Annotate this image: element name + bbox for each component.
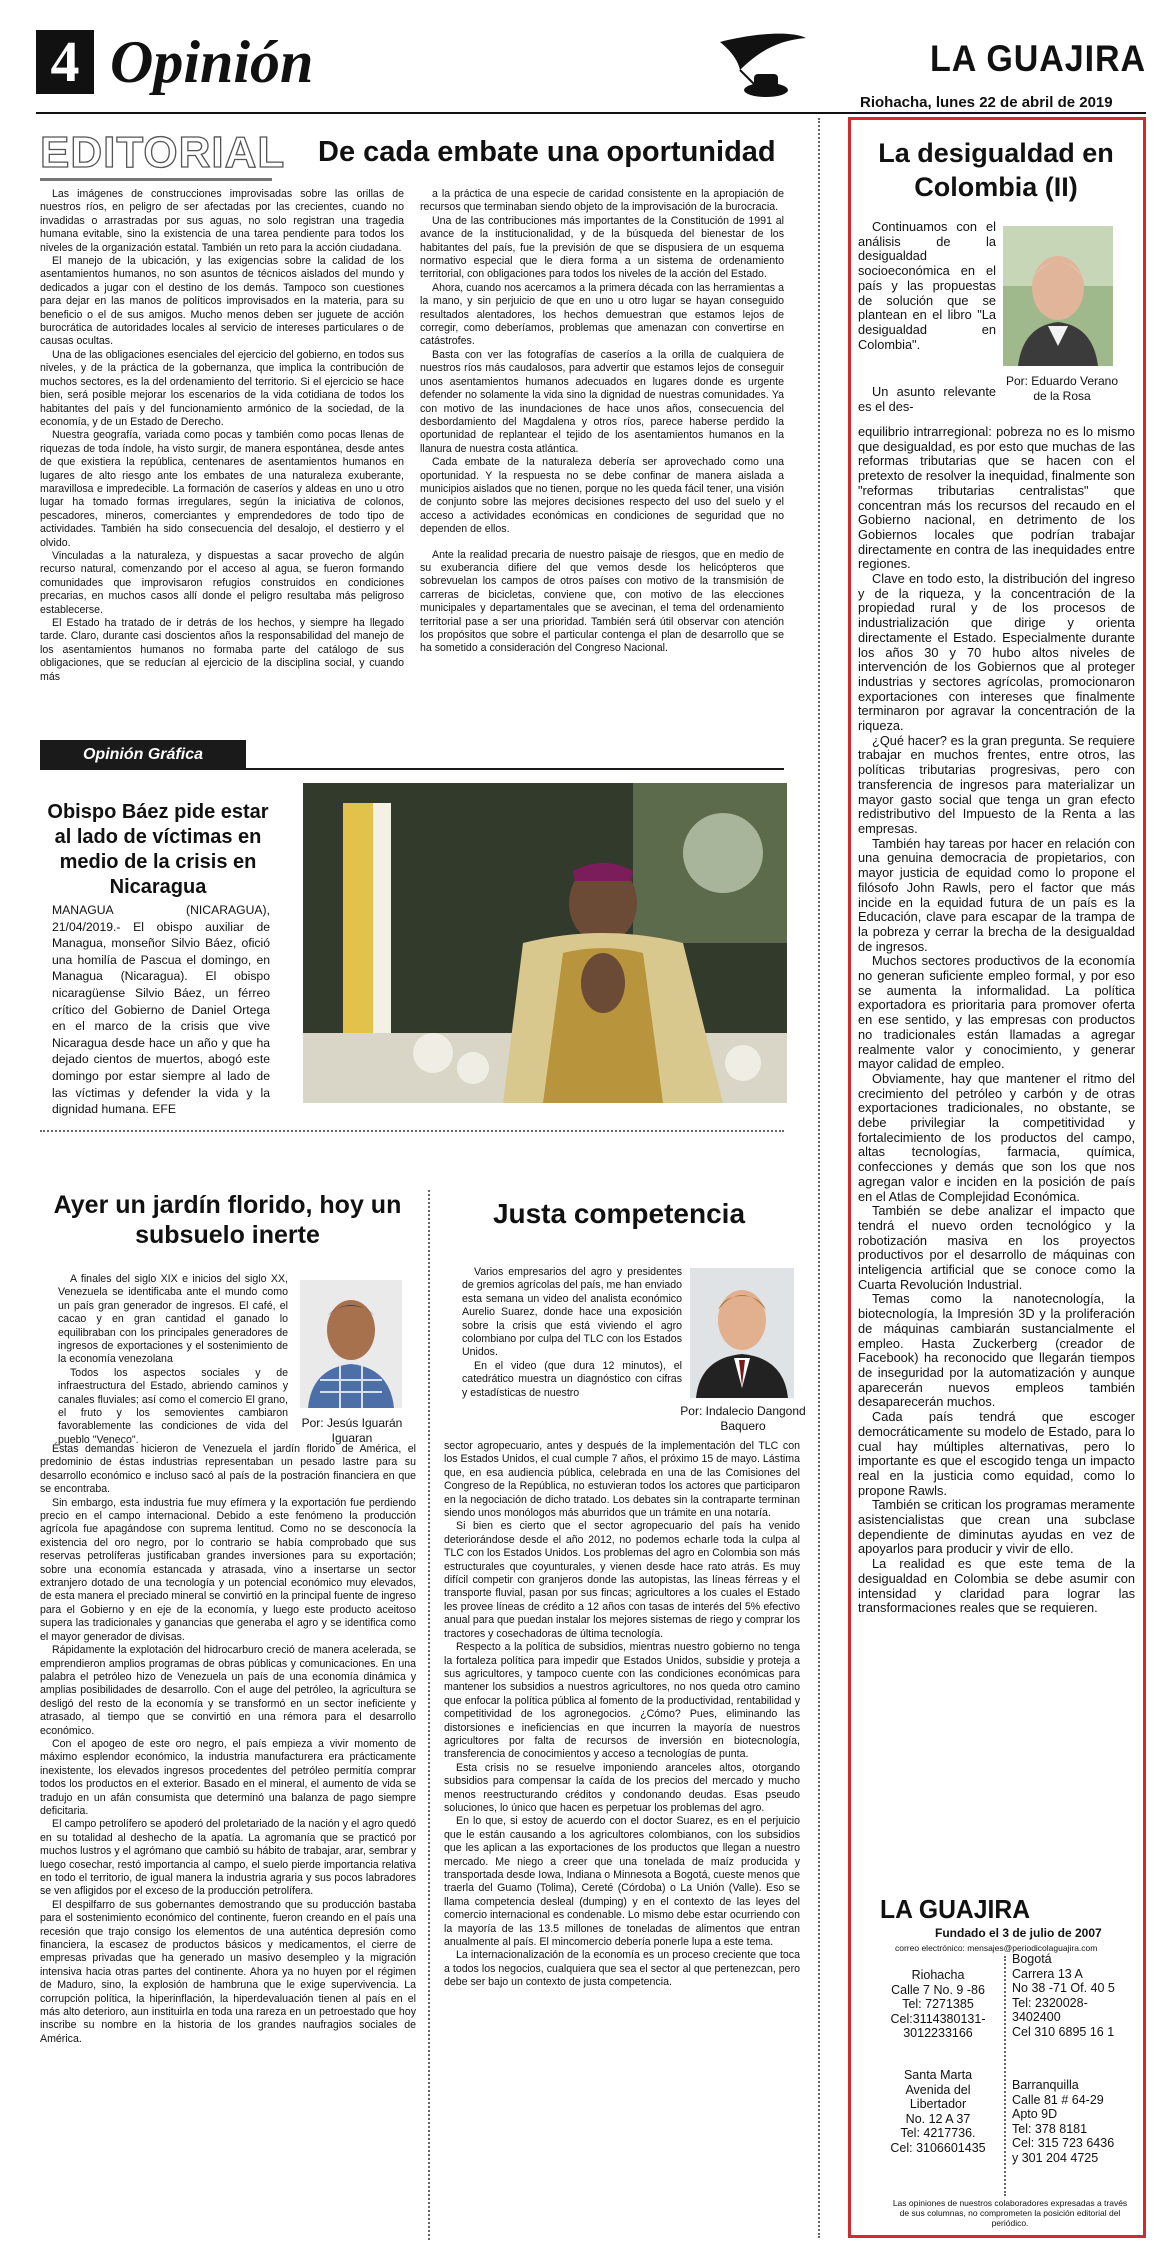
paragraph: El manejo de la ubicación, y las exigencias sobre la calidad de los asentamientos humanos, no son asuntos de técnicos aislados del mundo y dedicados a jugar con el destino de los demás. Tampoco son cuestiones para dejar en las manos de políticos improvisados en la materia, para su beneficio o el de sus amigos. Mucho menos deben ser juguete de acción burocrática de autoridades locales al servicio de intereses particulares o de causas ocultas. xyxy=(40,255,404,348)
paragraph: Sin embargo, esta industria fue muy efímera y la exportación fue perdiendo precio en el campo internacional. Debido a este fenómeno la producción agrícola fue apagándose con suprema lentitud. Como no se desconocía la existencia del oro negro, por lo contrario se había comprobado que sus reservas petrolíferas justificaban grandes inversiones para su exportación; sobre una economía estancada y atrasada, vino a insertarse un sector extranjero dotado de una tecnología y un potencial económico muy elevados, de esta manera el preciado mineral se convirtió en la principal fuente de ingreso para el Gobierno y en eje de la economía, y luego este producto aceitoso supera las tradicionales y ganancias que generaba el agro y se identifica como el mayor generador de divisas. xyxy=(40,1496,416,1643)
office-line: No. 12 A 37 xyxy=(905,2111,971,2126)
office-line: Tel: 2320028- xyxy=(1012,1995,1088,2010)
author-photo xyxy=(1003,226,1113,366)
paragraph: En el video (que dura 12 minutos), el catedrático muestra un diagnóstico con cifras y estadísticas de nuestro xyxy=(462,1359,682,1399)
office-line: Libertador xyxy=(909,2097,967,2111)
editorial-column-1 xyxy=(40,188,404,684)
office-santa-marta xyxy=(880,2068,996,2155)
paragraph: Temas como la nanotecnología, la biotecnología, la Impresión 3D y la proliferación de máquinas cambiarán sustancialmente el empleo. Hasta Zuckerberg (creador de Facebook) ha reconocido que llegarán tiempos de inseguridad por la automatización y aunque aparecerán nuevos empleos también desaparecerán muchos. xyxy=(858,1291,1135,1410)
office-line: Cel:3114380131- xyxy=(890,2011,986,2026)
office-line: y 301 204 4725 xyxy=(1012,2150,1099,2165)
opinion-grafica-rule xyxy=(40,768,784,770)
paragraph: Éstas demandas hicieron de Venezuela el jardín florido de América, el predominio de éstas industrias representaban un pesado lastre para su desarrollo económico e incluso sacó al país de la postración financiera en que se encontraba. xyxy=(40,1443,416,1496)
article-title: Ayer un jardín florido, hoy un subsuelo inerte xyxy=(53,1191,402,1249)
paragraph: Una de las contribuciones más importantes de la Constitución de 1991 al avance de la institucionalidad, y de la búsqueda del bienestar de los habitantes del país, fue la previsión de que se dispusiera de un esquema normativo especial que le diera forma a un sistema de ordenamiento territorial, con obligaciones para todos los niveles de la acción del Estado. xyxy=(420,214,784,281)
paragraph: Rápidamente la explotación del hidrocarburo creció de manera acelerada, se emprendieron amplios programas de obras públicas y comunicaciones. En una palabra el petróleo hizo de Venezuela un país de una economía dinámica y amplias posibilidades de desarrollo. Con el auge del petróleo, la agricultura se desligó del resto de la economía y se transformó en un sector ineficiente y atrasado, al tiempo que se convirtió en una rémora para el desarrollo económico. xyxy=(40,1644,416,1737)
article-body xyxy=(444,1440,800,1990)
editorial-title: De cada embate una oportunidad xyxy=(318,136,776,168)
office-barranquilla xyxy=(1012,2078,1132,2165)
author-caption: Por: Jesús Iguarán Iguaran xyxy=(301,1416,403,1445)
opinion-grafica-text: MANAGUA (NICARAGUA), 21/04/2019.- El obispo auxiliar de Managua, monseñor Silvio Báez, ofició una homilía de Pascua el domingo, en Managua (Nicaragua). El obispo nicaragüense Silvio Báez, un férreo crítico del Gobierno de Daniel Ortega en el marco de la crisis que vive Nicaragua desde hace un año y que ha dejado cientos de muertos, abogó este domingo por estar siempre al lado de las víctimas y defender la vida y la dignidad humana. EFE xyxy=(52,903,270,1117)
paragraph: Las imágenes de construcciones improvisadas sobre las orillas de nuestros ríos, en peligro de ser afectadas por las crecientes, cuando no invadidas o arrastradas por sus aguas, no solo registran una tragedia humana evitable, sino la existencia de una tarea pendiente para todos los niveles de la organización estatal. También un reto para la acción ciudadana. xyxy=(40,188,404,254)
paragraph: Varios empresarios del agro y presidentes de gremios agrícolas del país, me han enviado esta semana un video del analista económico Aurelio Suarez, donde hace una exposición sobre la crisis que está viviendo el agro colombiano por culpa del TLC con los Estados Unidos. xyxy=(462,1266,682,1359)
paragraph: a la práctica de una especie de caridad consistente en la apropiación de recursos que terminaban siendo objeto de la improvisación de la burocracia. xyxy=(420,188,784,214)
paragraph: sector agropecuario, antes y después de la implementación del TLC con los Estados Unidos, el cual cumple 7 años, el próximo 15 de mayo. Lástima que, en esa audiencia pública, celebrada en una de las Comisiones del Congreso de la República, no estuvieran todos los actores que participaron en la negociación de dicho tratado. Los debates sin la contraparte terminan siendo unos monólogos más aburridos que un trámite en una notaría. xyxy=(444,1440,800,1520)
article-body xyxy=(40,1443,416,2046)
editorial-column-2 xyxy=(420,188,784,656)
paragraph: El campo petrolífero se apoderó del proletariado de la nación y el agro quedó en su totalidad al deshecho de la apatía. La agromanía que se practicó por muchos lustros y el agrómano que cambió su hábito de trabajar, arar, sembrar y luego cosechar, restó importancia al campo, el suelo pierde importancia relativa en todo el territorio, de igual manera la industria agraria y sus pocos labradores se ven afligidos por el exceso de la producción petrolífera. xyxy=(40,1818,416,1898)
column-intro xyxy=(858,220,996,352)
paragraph: Esta crisis no se resuelve imponiendo aranceles altos, otorgando subsidios para compensar la caída de los precios del mercado y mucho menos reestructurando créditos y condonando deudas. Esas pseudo soluciones, lo único que hacen es perpetuar los problemas del agro. xyxy=(444,1761,800,1814)
office-city: Barranquilla xyxy=(1012,2078,1079,2092)
masthead-logo: LA GUAJIRA xyxy=(930,38,1146,79)
bishop-photo xyxy=(303,783,787,1103)
paragraph: equilibrio intrarregional: pobreza no es lo mismo que desigualdad, es por esto que muchas de las reformas tributarias que se hacen con el pretexto de resolver la inequidad, finalmente son "reformas tributarias centralistas" que concentran más los recursos del recaudo en el Gobierno nacional, en detrimento de los Gobiernos locales que podrían trabajar directamente en contra de las inequidades entre regiones. xyxy=(858,424,1135,572)
office-line: Apto 9D xyxy=(1012,2107,1058,2121)
office-line: No 38 -71 Of. 40 5 xyxy=(1012,1981,1115,1995)
paragraph: Ante la realidad precaria de nuestro paisaje de riesgos, que en medio de su exuberancia difiere del que vemos desde los helicópteros que sobrevuelan los campos de otros países con motivo de la transmisión de carreras de bicicletas, conviene que, con motivo de las elecciones municipales y departamentales que se avecinan, el tema del ordenamiento territorial pase a ser una prioridad. También será útil observar con atención los propósitos que sobre el particular contenga el plan de desarrollo que se ha sometido a consideración del Congreso Nacional. xyxy=(420,548,784,655)
office-city: Riohacha xyxy=(911,1968,965,1982)
paragraph: La realidad es que este tema de la desigualdad en Colombia se debe asumir con intensidad y claridad para lograr las transformaciones reales que se requieren. xyxy=(858,1556,1135,1616)
paragraph: Ahora, cuando nos acercamos a la primera década con las herramientas a la mano, y sin perjuicio de que en uno u otro lugar se hayan conseguido resultados alentadores, los hechos demuestran que estamos lejos de corregir, como deberíamos, problemas que amenazan con convertirse en catástrofes. xyxy=(420,281,784,348)
paragraph: Si bien es cierto que el sector agropecuario del país ha venido deteriorándose desde el año 2012, no podemos echarle toda la culpa al TLC con los Estados Unidos. Los problemas del agro en Colombia son más estructurales que coyunturales, y vienen desde hace rato atrás. Es muy difícil competir con granjeros donde las autopistas, las líneas férreas y el transporte fluvial, pasan por sus fincas; agricultores a los cuales el Estado les provee líneas de crédito a 12 años con tasas de interés del 5% efectivo anual para que puedan instalar los mejores sistemas de riego y comprar los tractores y cosechadoras de última tecnología. xyxy=(444,1520,800,1640)
office-line: Tel: 4217736. xyxy=(900,2126,976,2140)
office-city: Santa Marta xyxy=(903,2068,973,2082)
article-intro xyxy=(462,1266,682,1400)
paragraph: Con el apogeo de este oro negro, el país empieza a vivir momento de máximo esplendor económico, la industria manufacturera era prácticamente inexistente, los elevados ingresos procedentes del petróleo permitía comprar todos los productos en el exterior. Basado en el mineral, el aumento de vida se tradujo en un afán consumista que determinó una balanza de pago siempre deficitaria. xyxy=(40,1737,416,1817)
paragraph: Respecto a la política de subsidios, mientras nuestro gobierno no tenga la fortaleza política para impedir que Estados Unidos, subsidie y proteja a sus agricultores, y tampoco cuente con las condiciones económicas para mantener los subsidios a nuestros agricultores, no nos queda otro camino que enfocar la política pública al fomento de la productividad, rentabilidad y competitividad de los agronegocios. ¿Cómo? Pues, eliminando las distorsiones e ineficiencias en que incurren la mayoría de nuestros agricultores por falta de recursos de inversión en biotecnología, transferencia de conocimientos y acceso a tecnologías de punta. xyxy=(444,1641,800,1761)
paragraph: A finales del siglo XIX e inicios del siglo XX, Venezuela se identificaba ante el mundo como un país gran generador de ingresos. El café, el cacao y en gran cantidad el ganado lo equilibraban con los principales generadores de ingresos de exportaciones y el sostenimiento de la economía venezolana xyxy=(58,1273,288,1366)
office-riohacha xyxy=(880,1968,996,2041)
paragraph: Nuestra geografía, variada como pocas y también como pocas llenas de riquezas de toda índole, ha visto surgir, de manera espontánea, desde antes de que existiera la república, centenares de asentamientos humanos en lugares de alto riesgo ante los embates de una naturaleza exuberante, maravillosa e impredecible. La formación de caseríos y aldeas en uno u otro lugar ha tomado formas irregulares, según la iniciativa de colonos, pescadores, mineros, comerciantes y emprendedores de todo tipo de actividades. También ha sido consecuencia del desalojo, el destierro y el olvido. xyxy=(40,429,404,549)
paragraph: También se debe analizar el impacto que tendrá el nuevo orden tecnológico y la robotización masiva en los proyectos productivos por el desarrollo de máquinas con inteligencia artificial que se conoce como la Cuarta Revolución Industrial. xyxy=(858,1203,1135,1292)
column-intro-continued xyxy=(858,385,996,414)
founded-date: Fundado el 3 de julio de 2007 xyxy=(935,1926,1102,1940)
article-title: Justa competencia xyxy=(492,1198,746,1229)
paragraph: Vinculadas a la naturaleza, y dispuestas a sacar provecho de algún recurso natural, comenzando por el acceso al agua, se fueron formando comunidades que improvisaron refugios construidos en condiciones precarias, en muchos casos allí donde el peligro resultaba más peligroso establecerse. xyxy=(40,549,404,616)
office-bogota xyxy=(1012,1952,1132,2039)
office-line: Calle 7 No. 9 -86 xyxy=(891,1982,985,1997)
paragraph: La internacionalización de la economía es un proceso creciente que toca a todos los negocios, cualquiera que sea el sector al que pertenezcan, pero debe ser bajo un contexto de justa competencia. xyxy=(444,1949,800,1989)
paragraph: En lo que, si estoy de acuerdo con el doctor Suarez, es en el perjuicio que le están causando a los agricultores colombianos, con los subsidios que les aplican a las exportaciones de los productos que llegan a nuestro mercado. Me niego a creer que una tonelada de maíz producida y transportada desde Iowa, Indiana o Minnesota a Bogotá, cueste menos que traerla del Guamo (Tolima), Cereté (Córdoba) o La Unión (Valle). Eso se llama competencia desleal (dumping) y en el contexto de las leyes del comercio internacional es condenable. Lo mismo debe estar ocurriendo con la mayoría de las 13.5 millones de toneladas de alimentos que entran anualmente al país. El mincomercio debería ponerle lupa a este tema. xyxy=(444,1815,800,1949)
opinion-grafica-label: Opinión Gráfica xyxy=(40,740,246,770)
paragraph: Continuamos con el análisis de la desigualdad socioeconómica en el país y las propuestas de solución que se plantean en el libro "La desigualdad en Colombia". xyxy=(858,219,996,352)
paragraph: Basta con ver las fotografías de caseríos a la orilla de cualquiera de nuestros ríos más caudalosos, para advertir que estamos lejos de conseguir unos asentamientos humanos adecuados en lugares donde es urgente defender no solamente la vida sino la dignidad de nuestras comunidades. Ya con motivo de las inundaciones de hace unos años, consecuencia del desbordamiento del Magdalena y otros ríos, parece haberse perdido la oportunidad de replantear el tejido de los asentamientos humanos en la llanura de nuestra costa atlántica. xyxy=(420,348,784,455)
office-line: 3402400 xyxy=(1012,2010,1061,2024)
paragraph: Muchos sectores productivos de la economía no generan suficiente empleo formal, y por eso se aumenta la informalidad. La política exportadora es prioritaria para promover oferta en ese sentido, y las empresas con productos no tradicionales están llamadas a agregar realmente valor y conocimiento, y generar mayor calidad de empleo. xyxy=(858,953,1135,1072)
office-line: Cel 310 6895 16 1 xyxy=(1012,2024,1115,2039)
editorial-label: EDITORIAL xyxy=(40,128,286,177)
office-line: 3012233166 xyxy=(903,2026,973,2040)
quill-inkwell-icon xyxy=(710,30,810,100)
section-title: Opinión xyxy=(110,29,314,95)
office-line: Cel: 3106601435 xyxy=(890,2140,986,2155)
paragraph: Todos los aspectos sociales y de infraestructura del Estado, abriendo caminos y canales fluviales; así como el comercio El grano, el fruto y los semovientes cambiaron favorablemente las condiciones de vida del pueblo "Veneco". xyxy=(58,1366,288,1446)
footer-disclaimer: Las opiniones de nuestros colaboradores expresadas a través de sus columnas, no comprometen la posición editorial del periódico. xyxy=(892,2198,1128,2228)
author-photo xyxy=(300,1280,402,1408)
footer-divider xyxy=(1004,1956,1006,2196)
column-title: La desigualdad en Colombia (II) xyxy=(878,138,1114,202)
paragraph: ¿Qué hacer? es la gran pregunta. Se requiere trabajar en muchos frentes, entre otros, las políticas tributarias progresivas, pero con transferencia de ingresos para materializar un mayor gasto social que tenga un gran efecto redistributivo del Impuesto de la Renta a las empresas. xyxy=(858,732,1135,836)
paragraph: Clave en todo esto, la distribución del ingreso y de la riqueza, y la concentración de la propiedad rural y de los procesos de industrialización que dirige y orienta directamente el Estado. Especialmente durante los años 30 y 70 hubo altos niveles de intervención de los Gobiernos que al proteger industrias y sectores agrícolas, promocionaron exportaciones con intereses que finalmente terminaron por agravar la concentración de la riqueza. xyxy=(858,571,1135,734)
paragraph: Un asunto relevante es el des- xyxy=(858,384,996,414)
paragraph: El despilfarro de sus gobernantes demostrando que su producción bastaba para el sostenimiento económico del continente, fueron creando en el país una recesión que trajo consigo los elementos de una auténtica depresión como financiera, la escasez de productos básicos y medicamentos, el cierre de empresas privadas que ha generado un masivo desempleo y la migración intensiva hacia otras partes del continente. Ahora ya no huyen por el régimen de Maduro, sino, la explosión de hambruna que le exige supervivencia. La corrupción política, la hiperinflación, la hiperdevaluación tienen al país en el más alto deterioro, aun instituirla en toda una rareza en un petroestado que hoy inscribe su nombre en la historia de los grandes naufragios sociales de América. xyxy=(40,1898,416,2045)
office-line: Calle 81 # 64-29 xyxy=(1012,2092,1104,2107)
office-line: Cel: 315 723 6436 xyxy=(1012,2136,1115,2150)
author-caption: Por: Indalecio Dangond Baquero xyxy=(680,1404,806,1433)
column-body xyxy=(858,425,1135,1616)
author-photo xyxy=(690,1268,794,1398)
article-intro xyxy=(58,1273,288,1447)
paragraph: Cada país tendrá que escoger democráticamente su modelo de Estado, para lo cual hay múltiples alternativas, pero lo importante es que el escogido tenga un impacto real en la justicia como equidad, como lo propone Rawls. xyxy=(858,1409,1135,1498)
opinion-grafica-headline: Obispo Báez pide estar al lado de víctimas en medio de la crisis en Nicaragua xyxy=(47,801,269,898)
page-number: 4 xyxy=(36,30,94,94)
section-divider xyxy=(40,1130,784,1132)
office-city: Bogotá xyxy=(1012,1952,1052,1966)
contact-email: correo electrónico: mensajes@periodicolaguajira.com xyxy=(895,1943,1098,1953)
paragraph: Una de las obligaciones esenciales del ejercicio del gobierno, en todos sus niveles, y de la práctica de la gobernanza, que implica la contribución de muchos sectores, es la del ordenamiento del territorio. Si el ejercicio se hace bien, será posible mejorar los escenarios de la vida cotidiana de todos los habitantes del país y del funcionamiento armónico de la sociedad, de la economía, y de un Estado de Derecho. xyxy=(40,348,404,428)
paragraph: También se critican los programas meramente asistencialistas que crean una subclase dependiente de diminutas ayudas en vez de apoyarlos para producir y vivir de ello. xyxy=(858,1497,1135,1557)
editorial-underline xyxy=(40,178,272,181)
column-divider xyxy=(428,1190,430,2240)
dateline: Riohacha, lunes 22 de abril de 2019 xyxy=(860,94,1113,111)
footer-masthead: LA GUAJIRA xyxy=(880,1894,1031,1924)
office-line: Tel: 378 8181 xyxy=(1012,2121,1088,2136)
office-line: Tel: 7271385 xyxy=(902,1997,974,2011)
paragraph: Cada embate de la naturaleza debería ser aprovechado como una oportunidad. Y la respuesta no se debe confinar de manera aislada a municipios aislados que no tienen, porque no les queda fácil tener, una visión de conjunto sobre las mejores decisiones respecto del uso del suelo y el acceso a actividades económicas en condiciones de seguridad que no dependen de ellos. xyxy=(420,456,784,536)
paragraph: El Estado ha tratado de ir detrás de los hechos, y siempre ha llegado tarde. Claro, durante casi doscientos años la responsabilidad del manejo de los asentamientos humanos no formaba parte del catálogo de sus obligaciones, que se reducían al ejercicio de la disciplina social, y cuando más xyxy=(40,617,404,683)
paragraph: También hay tareas por hacer en relación con una genuina democracia de propietarios, con mayor justicia de equidad como lo propone el filósofo John Rawls, pero el factor que más incide en la equidad futura de un país es la Educación, clave para escapar de la trampa de la pobreza y cerrar la brecha de la desigualdad de ingresos. xyxy=(858,835,1135,954)
office-line: Avenida del xyxy=(905,2082,971,2097)
office-line: Carrera 13 A xyxy=(1012,1966,1083,1981)
author-caption: Por: Eduardo Verano de la Rosa xyxy=(1005,374,1119,403)
header-rule xyxy=(36,112,1146,114)
paragraph: Obviamente, hay que mantener el ritmo del crecimiento del petróleo y carbón y de otras exportaciones tradicionales, no obstante, se debe privilegiar la competitividad y fortalecimiento de los productos del campo, altas tecnologías, farmacia, química, confecciones y demás que son los que nos agregan valor e inciden en la posición de país en el Atlas de Complejidad Económica. xyxy=(858,1070,1135,1204)
column-divider xyxy=(818,118,820,2238)
